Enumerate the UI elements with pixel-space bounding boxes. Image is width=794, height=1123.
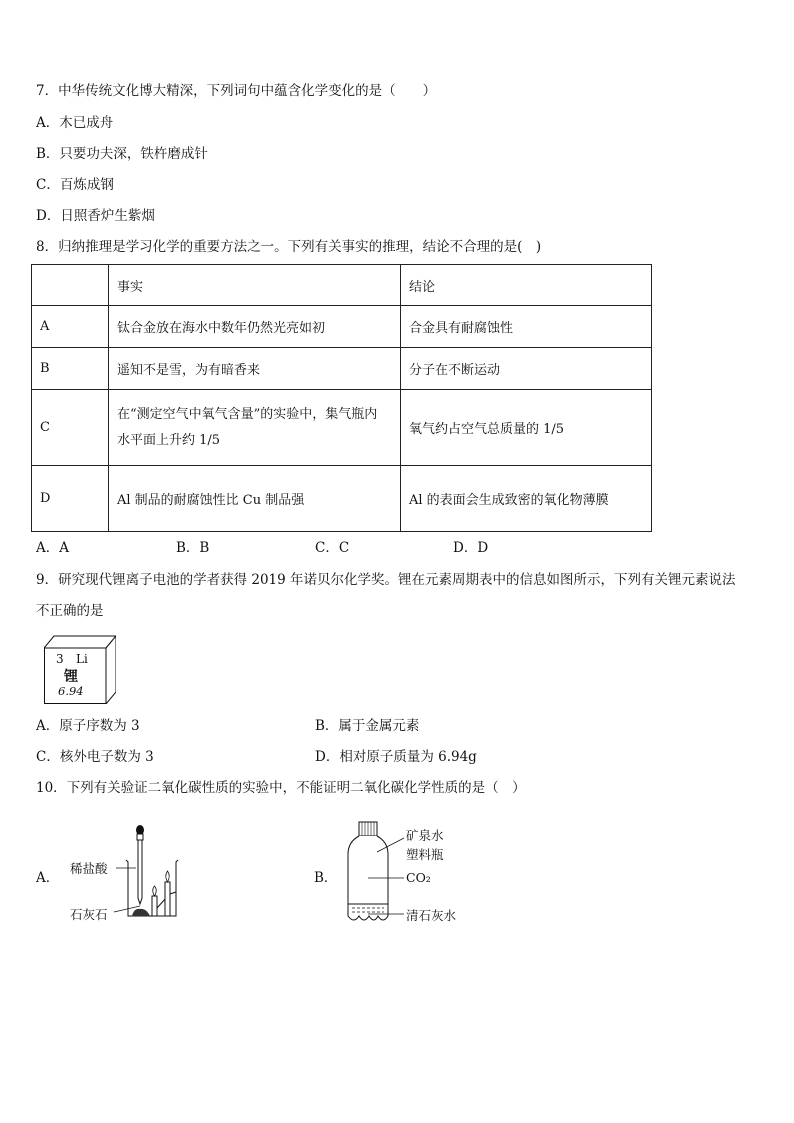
q7-option-b: B．只要功夫深，铁杵磨成针 xyxy=(36,146,208,162)
figB-gas-label: CO₂ xyxy=(406,870,431,885)
element-symbol: Li xyxy=(76,652,88,666)
table-header-empty xyxy=(32,265,109,306)
table-header-conclusion: 结论 xyxy=(401,265,652,306)
q7-option-d: D．日照香炉生紫烟 xyxy=(36,208,155,224)
q10-option-a-label: A． xyxy=(36,870,60,886)
table-row xyxy=(32,390,652,466)
row-conclusion: Al 的表面会生成致密的氧化物薄膜 xyxy=(401,466,652,532)
row-fact-line1: 在“测定空气中氧气含量”的实验中，集气瓶内 xyxy=(117,406,378,422)
row-label: D xyxy=(32,466,109,532)
q10-stem: 10．下列有关验证二氧化碳性质的实验中，不能证明二氧化碳化学性质的是（ ） xyxy=(36,780,526,796)
q8-stem: 8．归纳推理是学习化学的重要方法之一。下列有关事实的推理，结论不合理的是( ) xyxy=(36,239,542,255)
row-conclusion: 氧气约占空气总质量的 1/5 xyxy=(401,390,652,466)
figA-acid-label: 稀盐酸 xyxy=(70,861,108,876)
q9-option-c: C．核外电子数为 3 xyxy=(36,749,154,765)
table-header-fact: 事实 xyxy=(109,265,401,306)
figB-bottle-label-2: 塑料瓶 xyxy=(406,847,444,862)
q7-option-c: C．百炼成钢 xyxy=(36,177,114,193)
q10-option-b-label: B． xyxy=(314,870,338,886)
element-atomic-number: 3 xyxy=(56,652,64,666)
row-fact: Al 制品的耐腐蚀性比 Cu 制品强 xyxy=(109,466,401,532)
q9-option-d: D．相对原子质量为 6.94g xyxy=(315,749,477,765)
beaker-experiment-diagram xyxy=(110,820,190,920)
q9-option-b: B．属于金属元素 xyxy=(315,718,420,734)
figB-bottle-label-1: 矿泉水 xyxy=(406,828,444,843)
plastic-bottle-diagram xyxy=(340,818,410,928)
q9-stem-line1: 9．研究现代锂离子电池的学者获得 2019 年诺贝尔化学奖。锂在元素周期表中的信息如图所示，下列有关锂元素说法 xyxy=(36,572,736,588)
q8-option-b: B．B xyxy=(176,540,210,556)
row-conclusion: 合金具有耐腐蚀性 xyxy=(401,306,652,348)
row-fact xyxy=(109,390,401,466)
table-row xyxy=(32,306,652,348)
table-header-row xyxy=(32,265,652,306)
element-name: 锂 xyxy=(64,669,78,685)
row-label: B xyxy=(32,348,109,390)
figB-water-label: 清石灰水 xyxy=(406,908,457,923)
q7-stem: 7．中华传统文化博大精深，下列词句中蕴含化学变化的是（ ） xyxy=(36,83,437,99)
lithium-element-card xyxy=(44,634,116,704)
row-fact: 遥知不是雪，为有暗香来 xyxy=(109,348,401,390)
table-row xyxy=(32,466,652,532)
row-label: A xyxy=(32,306,109,348)
row-conclusion: 分子在不断运动 xyxy=(401,348,652,390)
q8-option-c: C．C xyxy=(315,540,350,556)
q8-option-a: A．A xyxy=(36,540,69,556)
q9-option-a: A．原子序数为 3 xyxy=(36,718,140,734)
q8-table xyxy=(31,264,652,532)
element-mass: 6.94 xyxy=(58,684,84,698)
table-row xyxy=(32,348,652,390)
q8-option-d: D．D xyxy=(453,540,489,556)
q7-option-a: A．木已成舟 xyxy=(36,115,114,131)
row-fact-line2: 水平面上升约 1/5 xyxy=(117,432,221,448)
q9-stem-line2: 不正确的是 xyxy=(36,603,104,619)
row-label: C xyxy=(32,390,109,466)
figA-stone-label: 石灰石 xyxy=(70,907,108,922)
row-fact: 钛合金放在海水中数年仍然光亮如初 xyxy=(109,306,401,348)
